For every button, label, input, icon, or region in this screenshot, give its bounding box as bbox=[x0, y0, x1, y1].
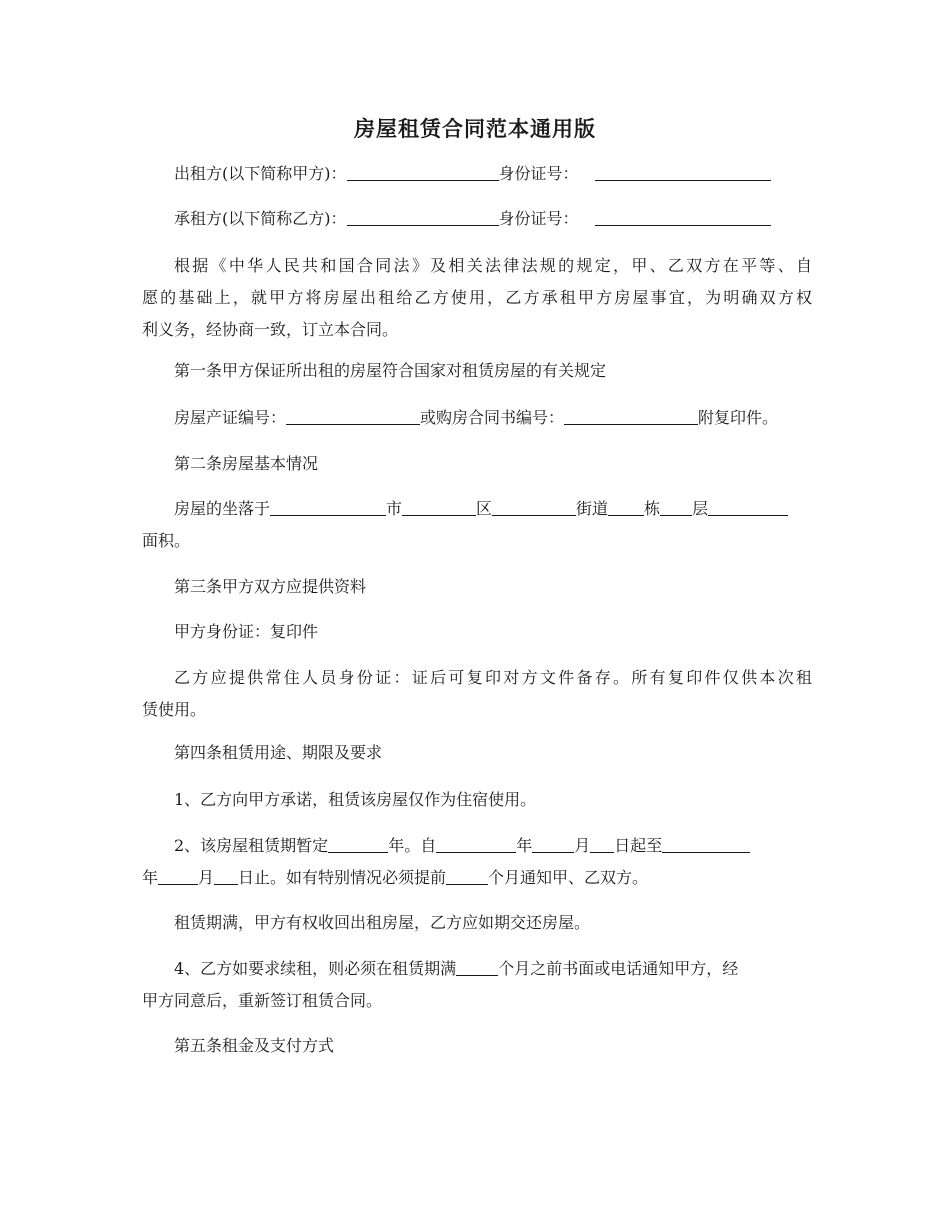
renewal-label: 4、乙方如要求续租，则必须在租赁期满 bbox=[174, 959, 457, 978]
start-year-label: 年 bbox=[516, 836, 533, 855]
preamble-line-3: 利义务，经协商一致，订立本合同。 bbox=[142, 320, 399, 339]
end-month-label: 月 bbox=[198, 868, 215, 887]
document-title: 房屋租赁合同范本通用版 bbox=[354, 116, 596, 141]
article-5-heading: 第五条租金及支付方式 bbox=[174, 1036, 335, 1055]
party-a-id-line: 甲方身份证：复印件 bbox=[174, 622, 319, 641]
article-1-heading: 第一条甲方保证所出租的房屋符合国家对租赁房屋的有关规定 bbox=[174, 361, 607, 380]
building-label: 栋 bbox=[644, 499, 661, 518]
start-month-label: 月 bbox=[574, 836, 591, 855]
end-day-blank bbox=[214, 868, 238, 885]
article-3-heading: 第三条甲方双方应提供资料 bbox=[174, 577, 367, 596]
street-label: 街道 bbox=[576, 499, 609, 518]
lessee-name-blank bbox=[347, 209, 499, 226]
cert-number-blank bbox=[286, 408, 420, 425]
property-cert-line bbox=[142, 406, 812, 430]
end-year-blank bbox=[662, 836, 750, 853]
term-label: 2、该房屋租赁期暂定 bbox=[174, 836, 329, 855]
article-2-heading: 第二条房屋基本情况 bbox=[174, 454, 319, 473]
purchase-contract-label: 或购房合同书编号： bbox=[420, 408, 565, 427]
clause-2-line-1 bbox=[142, 834, 812, 858]
lessor-id-label: 身份证号： bbox=[498, 164, 579, 183]
preamble-line-2: 愿的基础上，就甲方将房屋出租给乙方使用，乙方承租甲方房屋事宜，为明确双方权 bbox=[142, 288, 812, 307]
notice-tail-label: 个月通知甲、乙双方。 bbox=[488, 868, 649, 887]
renewal-months-blank bbox=[456, 959, 498, 976]
cert-number-label: 房屋产证编号： bbox=[174, 408, 287, 427]
lessee-id-label: 身份证号： bbox=[498, 209, 579, 228]
clause-1-line: 1、乙方向甲方承诺，租赁该房屋仅作为住宿使用。 bbox=[174, 790, 537, 809]
lessor-name-blank bbox=[347, 164, 499, 181]
party-b-docs-line-1: 乙方应提供常住人员身份证：证后可复印对方文件备存。所有复印件仅供本次租 bbox=[174, 668, 812, 687]
clause-2-line-2 bbox=[142, 866, 812, 890]
start-day-blank bbox=[590, 836, 614, 853]
renewal-line-1 bbox=[142, 957, 812, 981]
start-month-blank bbox=[532, 836, 574, 853]
floor-label: 层 bbox=[692, 499, 709, 518]
lessor-id-blank bbox=[595, 164, 771, 181]
floor-blank bbox=[660, 499, 692, 516]
location-label: 房屋的坐落于 bbox=[174, 499, 271, 518]
term-years-blank bbox=[328, 836, 388, 853]
party-b-docs-line-2: 赁使用。 bbox=[142, 700, 207, 719]
renewal-line-2: 甲方同意后，重新签订租赁合同。 bbox=[142, 991, 383, 1010]
district-blank bbox=[402, 499, 476, 516]
lessee-label: 承租方(以下简称乙方)： bbox=[174, 209, 347, 228]
city-label: 市 bbox=[386, 499, 403, 518]
start-year-blank bbox=[436, 836, 516, 853]
street-blank bbox=[492, 499, 576, 516]
end-month-blank bbox=[158, 868, 198, 885]
district-label: 区 bbox=[476, 499, 493, 518]
copy-attached-label: 附复印件。 bbox=[698, 408, 779, 427]
lessor-label: 出租方(以下简称甲方)： bbox=[174, 164, 347, 183]
lessee-line bbox=[142, 207, 812, 231]
lessor-line bbox=[142, 162, 812, 186]
renewal-tail-label: 个月之前书面或电话通知甲方，经 bbox=[498, 959, 739, 978]
start-day-label: 日起至 bbox=[614, 836, 663, 855]
city-blank bbox=[270, 499, 386, 516]
notice-label: 日止。如有特别情况必须提前 bbox=[238, 868, 447, 887]
expiry-line: 租赁期满，甲方有权收回出租房屋，乙方应如期交还房屋。 bbox=[174, 913, 591, 932]
lessee-id-blank bbox=[595, 209, 771, 226]
area-blank bbox=[708, 499, 788, 516]
preamble-line-1: 根据《中华人民共和国合同法》及相关法律法规的规定，甲、乙双方在平等、自 bbox=[174, 256, 812, 275]
area-line: 面积。 bbox=[142, 531, 191, 550]
building-blank bbox=[608, 499, 644, 516]
notice-months-blank bbox=[446, 868, 488, 885]
end-year-label: 年 bbox=[142, 868, 159, 887]
location-line bbox=[142, 497, 812, 521]
term-from-label: 年。自 bbox=[388, 836, 437, 855]
article-4-heading: 第四条租赁用途、期限及要求 bbox=[174, 743, 383, 762]
purchase-contract-blank bbox=[564, 408, 698, 425]
